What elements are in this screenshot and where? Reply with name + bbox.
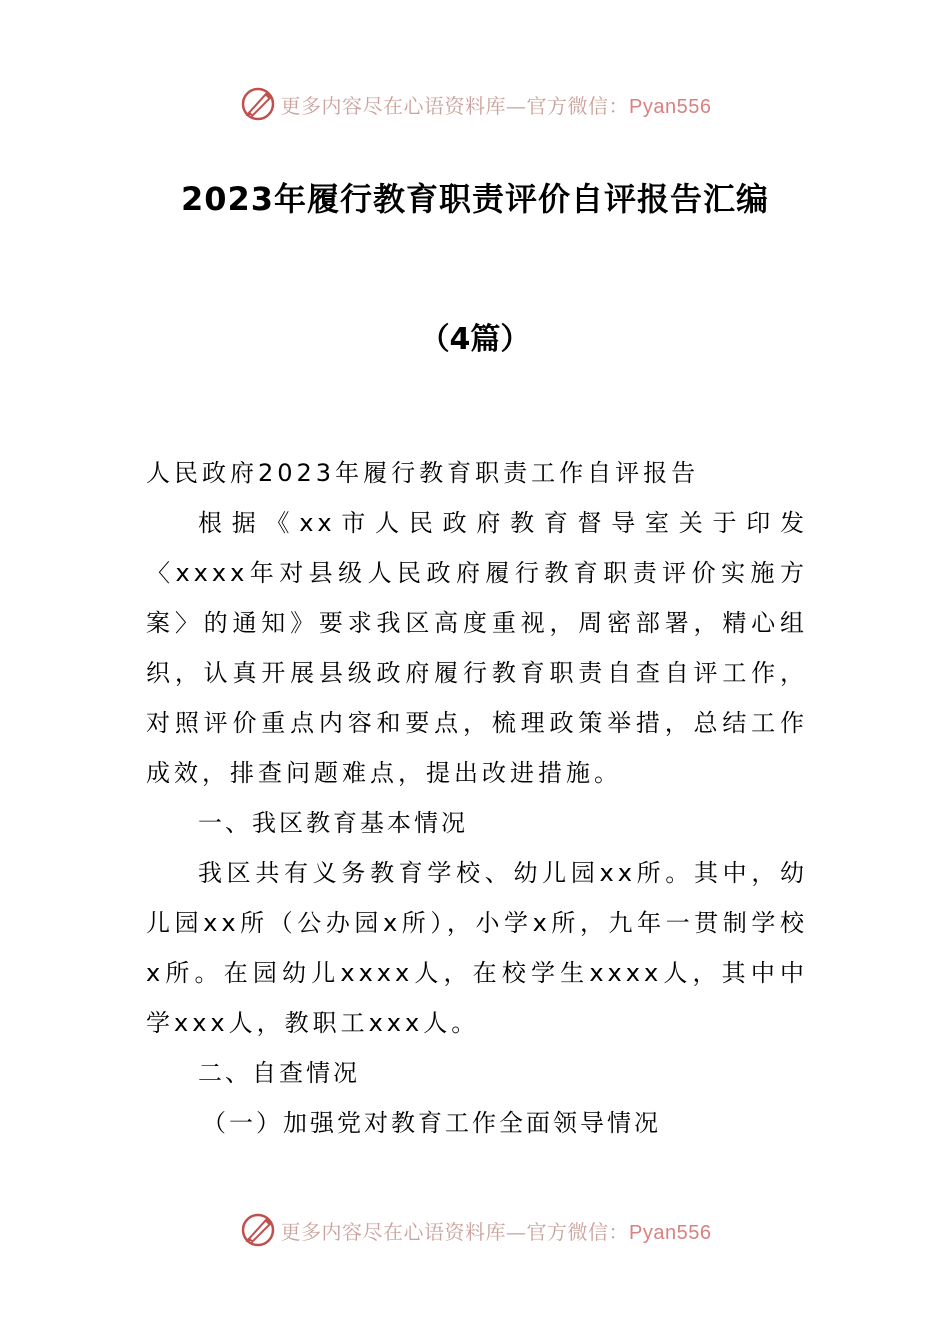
wechat-id: Pyan556 (629, 95, 712, 118)
document-title: 2023年履行教育职责评价自评报告汇编 (180, 180, 770, 218)
document-subtitle: （4篇） (419, 322, 531, 357)
banner-text: 更多内容尽在心语资料库—官方微信：Pyan556 (280, 93, 712, 118)
header-watermark-banner (0, 84, 950, 124)
paragraph-basic-info: 我区共有义务教育学校、幼儿园xx所。其中，幼儿园xx所（公办园x所），小学x所，九年一贯制学校x所。在园幼儿xxxx人，在校学生xxxx人，其中中学xxx人，教职工xxx人。 (146, 859, 808, 1037)
report-title: 人民政府2023年履行教育职责工作自评报告 (146, 459, 700, 487)
section-heading-2: 二、自查情况 (198, 1059, 360, 1087)
section-heading-1: 一、我区教育基本情况 (198, 809, 468, 837)
pen-logo-icon (239, 85, 277, 123)
document-body (146, 448, 808, 1148)
wechat-id: Pyan556 (629, 1221, 712, 1244)
pen-logo-icon (239, 1211, 277, 1249)
footer-watermark-banner (0, 1210, 950, 1250)
subsection-heading-1: （一）加强党对教育工作全面领导情况 (202, 1109, 661, 1137)
paragraph-intro: 根据《xx市人民政府教育督导室关于印发〈xxxx年对县级人民政府履行教育职责评价实施方案〉的通知》要求我区高度重视，周密部署，精心组织，认真开展县级政府履行教育职责自查自评工作，对照评价重点内容和要点，梳理政策举措，总结工作成效，排查问题难点，提出改进措施。 (146, 509, 808, 787)
banner-text: 更多内容尽在心语资料库—官方微信：Pyan556 (280, 1219, 712, 1244)
